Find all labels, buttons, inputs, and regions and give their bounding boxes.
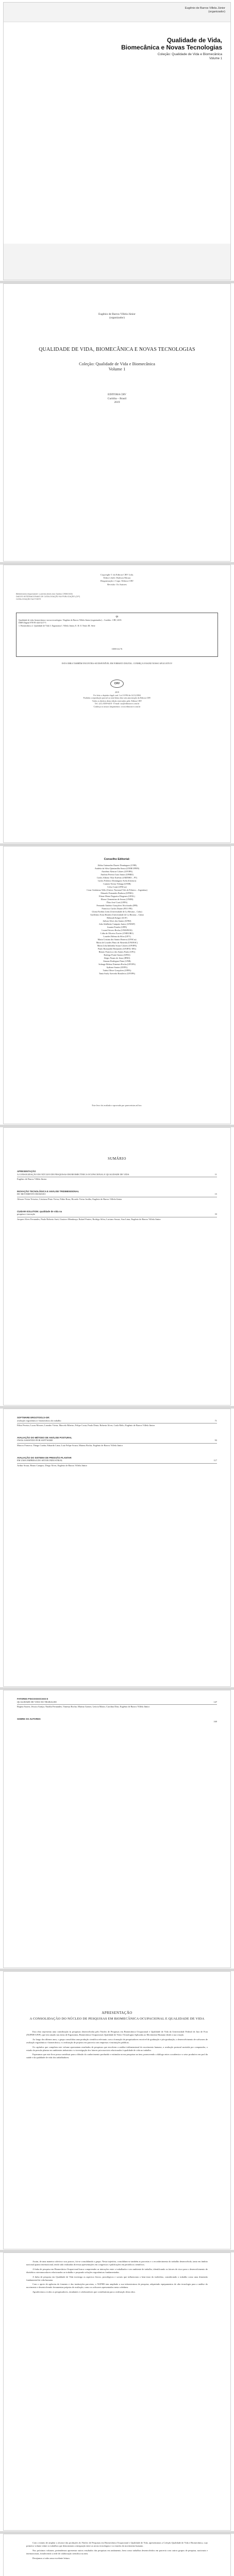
cip-entry: Qualidade de vida, biomecânica e novas tecnologias / Eugênio de Barros Villela Júnior (organizador) – Curitiba : CRV, 2019.	[19, 619, 122, 622]
summary-entry-title: DO MOVIMENTO HUMANO	[17, 1193, 46, 1196]
summary-entry-title: EM UMA EMPRESA DO SETOR INDUSTRIAL	[17, 1459, 63, 1462]
cover-title-line-1: Qualidade de Vida,	[166, 37, 222, 44]
body-paragraph: A linha de pesquisa em Qualidade de Vida investiga os aspectos físicos, psicológicos e sociais que influenciam o bem-estar do indivíduo, considerando o trabalho como uma dimensão fundamental da vida humana.	[26, 2275, 208, 2281]
body-paragraph: Esta obra representa uma contribuição às pesquisas desenvolvidas pelo Núcleo de Pesquisas em Biomecânica Ocupacional e Qualidade de Vida da Universidade Federal de Juiz de Fora (NUPEB-UFJF), que tem atuado nas áreas de Ergonomia, Biomecânica Ocupacional, Qualidade de Vida e Tecnologias Aplicadas ao Movimento Humano desde a sua criação.	[26, 2030, 208, 2036]
publisher-block	[4, 393, 230, 405]
summary-page-number: 147	[213, 1700, 217, 1703]
presentation-page	[3, 1971, 231, 2249]
board-member: Paulo Romualdo Hernandes (UNIFAL-MG)	[97, 947, 136, 950]
summary-entry-title: avaliação ergonômica e biomecânica do trabalho	[17, 1419, 61, 1422]
board-member: Helmuth Krüger (UCP)	[107, 917, 127, 919]
summary-chapter-label: CUIDAR-SOLUTION: qualidade de vida na	[17, 1210, 62, 1213]
summary-page-number: 33	[214, 1213, 217, 1216]
summary-entry-line	[17, 1193, 217, 1196]
board-member: Carlos Alberto Vilar Estêvão (UMINHO – PT)	[96, 876, 138, 879]
body-paragraph: Agradecemos a todos os pesquisadores, estudantes e colaboradores que contribuíram para a realização desta obra.	[32, 2291, 136, 2294]
summary-entry-authors: Fábio Pereira; Lucas Moraes; Leandro Vieira; Marcelo Ribeiro; Felipe Costa; Paulo Diniz; Roberta Alves; Carla Melo; Eugênio de Barros Villela Júnior	[17, 1423, 217, 1427]
digital-edition-notice: ESTA OBRA TAMBÉM ENCONTRA-SE DISPONÍVEL EM FORMATO DIGITAL. CONHEÇA E BAIXE NOSSO APLICATIVO!	[61, 662, 173, 665]
summary-page-number: 15	[214, 1193, 217, 1196]
catalog-heading: CATALOGAÇÃO NA FONTE	[16, 598, 41, 600]
board-member: Elizeu Clementino de Souza (UNEB)	[101, 898, 133, 901]
peer-review-note: Este livro foi avaliado e aprovado por pareceristas ad hoc.	[92, 1104, 142, 1107]
summary-entries	[17, 1416, 217, 1476]
board-member: Lourdes Helena da Silva (UFV)	[103, 935, 131, 938]
publisher-logo: CRV	[110, 680, 124, 688]
board-member: Sérgio Nunes de Jesus (IFRO)	[104, 957, 130, 959]
presentation-body	[26, 2260, 208, 2295]
board-member: Fernando Antônio Gonçalves Alcoforado (IPB)	[96, 904, 138, 907]
publisher-name: EDITORA CRV	[108, 393, 126, 396]
summary-entry-title: A CONSOLIDAÇÃO DO NÚCLEO DE PESQUISAS EM BIOMECÂNICA OCUPACIONAL E QUALIDADE DE VIDA	[17, 1173, 129, 1176]
collection-block	[19, 361, 215, 371]
body-paragraph: A linha de pesquisa em Biomecânica Ocupacional busca compreender as interações entre o trabalhador e seu ambiente de trabalho, identificando os fatores de risco para o desenvolvimento de distúrbios osteomusculares relacionados ao trabalho e propondo soluções ergonômicas fundamentadas.	[26, 2267, 208, 2274]
board-member: Eduardo Fernandes Barbosa (UFMG)	[101, 892, 133, 894]
summary-entry-line	[17, 1213, 217, 1216]
summary-entry[interactable]	[17, 1718, 217, 1721]
summary-entry-line	[17, 1419, 217, 1422]
cip-code: Q1	[115, 615, 119, 618]
summary-title: SUMÁRIO	[108, 1157, 126, 1161]
board-member: Anselmo Alencar Colares (UFOPA)	[101, 870, 133, 873]
board-member: Cesar Gerônimo Tello (Univer. Nacional Três de Febrero – Argentina)	[87, 889, 147, 891]
summary-entry-authors: Alisson Vieira Teixeira; Cristiano Pinto Vieira; Fábio Rosa; Ricardo Vieira Jordão; Eugênio de Barros Villela Júnior	[17, 1197, 217, 1201]
cover-author-name: Eugênio de Barros Villela Júnior	[185, 7, 225, 10]
body-paragraph: Nos próximos volumes, pretendemos apresentar outros resultados das pesquisas em andamento, bem como trabalhos desenvolvidos em parceria com outros grupos de pesquisa, nacionais e internacionais, fortalecendo a rede de colaboração científica na área.	[26, 2549, 208, 2555]
summary-page-1	[3, 1127, 231, 1405]
board-member: Leonel Severo Rocha (UNISINOS)	[102, 929, 132, 931]
board-member: Sydione Santos (UEPG)	[106, 966, 128, 969]
publisher-address	[4, 691, 230, 708]
summary-entry-line	[17, 1439, 217, 1442]
board-member: Guillermo Arias Beatón (Universidade de La Havana – Cuba)	[90, 913, 144, 916]
cataloging-team	[16, 593, 80, 601]
board-member: Lídia de Oliveira Xavier (UNIEURO)	[101, 932, 133, 935]
body-paragraph: Os capítulos que compõem este volume apresentam resultados de pesquisas que envolvem a análise tridimensional do movimento humano, a avaliação postural assistida por computador, o estudo da pressão plantar em ambientes industriais e a investigação dos fatores psicossociais relacionados à qualidade de vida no trabalho.	[26, 2045, 208, 2052]
body-paragraph: Com o apoio de agências de fomento e das instituições parceiras, o NUPEB tem ampliado a sua infraestrutura de pesquisa, adquirindo equipamentos de alta tecnologia para a análise do movimento e desenvolvendo ferramentas próprias de avaliação, como os softwares apresentados nesta coletânea.	[26, 2283, 208, 2289]
summary-page-number: 93	[214, 1439, 217, 1442]
cover-authors	[185, 7, 225, 14]
board-member: Carlos Federico Dominguez Avila (Unieuro)	[97, 879, 137, 882]
summary-chapter-label: SOFTWARE ERGOTOOLS-GR:	[17, 1416, 50, 1419]
summary-entry-authors: Regina Soares; Jéssica Araújo; Natália Fernandes; Vanessa Rocha; Marina Gomes; Leticia Matos; Carolina Dias; Eugênio de Barros Villela Júnior	[17, 1704, 217, 1708]
board-member: Francisco Carlos Duarte (PUC-PR)	[102, 907, 132, 910]
summary-entry[interactable]	[17, 1170, 217, 1181]
address-line: Proibida a reprodução parcial ou total desta obra sem autorização da Editora CRV	[83, 697, 151, 699]
cover-page	[3, 2, 231, 280]
board-member: Celso Conti (UFSCar)	[107, 886, 127, 888]
copyright-line: Editor-chefe: Railson Moura	[103, 577, 131, 580]
board-member: Maria Cristina dos Santos Bezerra (UFSCar)	[97, 938, 137, 941]
address-line: 2019	[115, 691, 119, 693]
board-member: Elione Maria Nogueira Diogenes (UFAL)	[99, 895, 135, 897]
summary-page-2	[3, 1409, 231, 1687]
presentation-page-3	[3, 2534, 231, 2576]
publisher-city: Curitiba – Brasil	[107, 397, 127, 400]
summary-entry-line	[17, 1701, 217, 1704]
summary-page-number: 71	[214, 1419, 217, 1422]
summary-entry[interactable]	[17, 1698, 217, 1708]
presentation-subtitle: A CONSOLIDAÇÃO DO NÚCLEO DE PESQUISAS EM BIOMECÂNICA OCUPACIONAL E QUALIDADE DE VIDA	[29, 2017, 205, 2021]
librarian-line: Bibliotecária responsável: Luzenira Alves dos Santos CRB9/1506	[16, 593, 73, 595]
copyright-line: Diagramação e Capa: Editora CRV	[100, 580, 134, 583]
presentation-body	[26, 2030, 208, 2061]
board-member: Maria Lília Imbiriba Sousa Colares (UFOPA)	[97, 944, 137, 947]
board-member: Gloria Fariñas León (Universidade de La Havana – Cuba)	[92, 910, 142, 913]
summary-entry[interactable]	[17, 1436, 217, 1447]
summary-chapter-label: SOBRE OS AUTORES	[17, 1717, 41, 1720]
cdd-code: CDD 612.76	[111, 647, 123, 650]
summary-chapter-label: APRESENTAÇÃO	[17, 1170, 36, 1173]
summary-page-number: 117	[213, 1459, 217, 1462]
summary-entry-title: OWAS ASSISTIDO POR SOFTWARE	[17, 1439, 53, 1442]
board-member: Élsio José Corá (UFFS)	[107, 901, 127, 904]
address-line: Todos os direitos desta edição reservados pela: Editora CRV	[92, 699, 142, 702]
board-member: João Adalberto Campato Junior (UNESP)	[98, 923, 136, 925]
board-member: Josania Portela (UFPI)	[107, 926, 127, 928]
summary-entry-line	[17, 1459, 217, 1462]
board-member: Tania Suely Azevedo Brasileiro (UFOPA)	[98, 972, 136, 975]
board-member: Jailson Alves dos Santos (UFRJ)	[103, 920, 131, 922]
summary-chapter-label: INOVAÇÃO TECNOLÓGICA E ANÁLISE TRIDIMENSIONAL	[17, 1190, 79, 1193]
cover-footer-band	[4, 244, 230, 280]
title-page-author	[4, 313, 230, 320]
summary-entry-line	[17, 1173, 217, 1176]
board-member: Carmen Tereza Velanga (UNIR)	[103, 883, 131, 885]
board-member: Simone Rodrigues Pinto (UNB)	[103, 960, 131, 962]
presentation-body	[26, 2541, 208, 2562]
summary-page-number: 169	[213, 1720, 217, 1723]
address-line: Tel.: (41) 3039-6418 - E-mail: sac@editoracrv.com.br	[94, 702, 140, 705]
copyright-line: Copyright © da Editora CRV Ltda.	[100, 573, 134, 576]
publication-year: 2019	[114, 401, 120, 404]
cover-title-line-2: Biomecânica e Novas Tecnologias	[121, 44, 222, 51]
summary-chapter-label: AVALIAÇÃO DO MÉTODO DE ANÁLISE POSTURAL	[17, 1436, 72, 1439]
volume-label: Volume 1	[108, 366, 126, 371]
cover-subtitle: Coleção: Qualidade de Vida e Biomecânica	[157, 53, 222, 56]
body-paragraph: Ao longo dos últimos anos, o grupo consolidou uma produção científica relevante, com a formação de pesquisadores em nível de graduação e pós-graduação, o desenvolvimento de softwares de avaliação ergonômica e biomecânica, e a realização de projetos em parceria com empresas e instituições públicas.	[26, 2038, 208, 2044]
board-member: Renato Francisco dos Santos Paula (UFG)	[98, 951, 136, 953]
summary-page-3	[3, 1690, 231, 1968]
summary-entry-title: QUALIDADE DE VIDA NO TRABALHO	[17, 1700, 57, 1703]
summary-entry[interactable]	[17, 1416, 217, 1427]
presentation-page-2	[3, 2252, 231, 2531]
summary-entry[interactable]	[17, 1190, 217, 1201]
presentation-heading: APRESENTAÇÃO	[102, 2011, 132, 2015]
address-line: Conheça os nossos lançamentos: www.editoracrv.com.br	[93, 705, 141, 708]
board-member: Tadeu Oliver Gonçalves (UFPA)	[103, 969, 131, 972]
body-paragraph: Com o intuito de ampliar o alcance das produções do Núcleo de Pesquisas em Biomecânica Ocupacional e Qualidade de Vida, apresentamos a Coleção Qualidade de Vida e Biomecânica, cujo primeiro volume reúne os trabalhos que demonstram a integração entre as novas tecnologias e os estudos do movimento humano.	[26, 2541, 208, 2547]
book-title: QUALIDADE DE VIDA, BIOMECÂNICA E NOVAS TECNOLOGIAS	[39, 347, 195, 352]
summary-page-number: 11	[214, 1173, 217, 1176]
body-paragraph: Esperamos que este livro possa contribuir para a difusão do conhecimento produzido e estimular novas pesquisas na área, promovendo o diálogo entre a academia e o setor produtivo em prol da saúde e da qualidade de vida dos trabalhadores.	[26, 2053, 208, 2059]
cip-keywords: 1. Biomecânica 2. Qualidade de Vida 3. Ergonomia I. Villela Júnior, E. B. II. Título III. Série	[19, 624, 95, 627]
summary-entry-authors: Jacques Alves Fernandes; Paulo Roberto Sarti; Gustavo Mendonça; Rafael Pontes; Rodrigo Silva; Luciano Souza; Ana Lima; Eugênio de Barros Villela Júnior	[17, 1217, 217, 1221]
board-member: Maria de Lourdes Pinto de Almeida (UNOESC)	[96, 941, 138, 944]
cip-heading: DADOS INTERNACIONAIS DE CATALOGAÇÃO NA PUBLICAÇÃO (CIP)	[16, 596, 80, 598]
author-role: (organizador)	[109, 316, 125, 319]
title-page	[3, 283, 231, 562]
address-line: Foi feito o depósito legal conf. Lei 10.994 de 14/12/2004	[93, 693, 141, 697]
cover-header-band	[4, 3, 230, 22]
board-member: Solange Helena Ximenes-Rocha (UFOPA)	[98, 963, 136, 965]
cover-volume: Volume 1	[209, 57, 222, 60]
summary-entry-authors: Marcos Fonseca; Thiago Cunha; Eduardo Lima; Luiz Felipe Souza; Mateus Rocha; Eugênio de Barros Villela Júnior	[17, 1443, 217, 1447]
copyright-line: Revisão: Os Autores	[107, 583, 127, 586]
isbn: ISBN Digital 978-85-444-3217-5	[19, 621, 46, 624]
board-member: Antônio Pereira Gaio Júnior (UFRRJ)	[101, 873, 133, 876]
cover-title-block	[121, 37, 222, 61]
summary-entry[interactable]	[17, 1210, 217, 1221]
editorial-board-page	[3, 846, 231, 1124]
summary-entries	[17, 1170, 217, 1230]
summary-chapter-label: FATORES PSICOSSOCIAIS E	[17, 1698, 48, 1700]
board-member: Aldira Guimarães Duarte Domínguez (UNB)	[97, 864, 137, 867]
cover-author-role: (organizador)	[208, 10, 225, 13]
body-paragraph: Assim, de uma maneira coletiva e aos poucos, foi-se consolidando o grupo. Nesta trajetória, consolidam-se também as parcerias e o reconhecimento do trabalho desenvolvido, tanto em âmbito nacional quanto internacional, tendo sido realizadas diversas apresentações em congressos e publicações em periódicos científicos.	[26, 2260, 208, 2266]
summary-entries	[17, 1698, 217, 1730]
editorial-board-title: Conselho Editorial:	[104, 858, 130, 861]
board-member: Andréia da Silva Quintanilha Sousa (UNIR/UFRN)	[94, 867, 140, 870]
copyright-lines	[4, 573, 230, 586]
summary-entry-title: pesquisa e inovação	[17, 1213, 36, 1216]
summary-entry-authors: Eugênio de Barros Villela Júnior	[17, 1177, 217, 1181]
summary-entry-authors: Arthur Sousa; Bruno Campos; Diego Alves; Eugênio de Barros Villela Júnior	[17, 1463, 217, 1467]
editorial-board-list	[53, 864, 181, 975]
author-name: Eugênio de Barros Villela Júnior	[98, 313, 136, 316]
cip-box	[16, 613, 218, 657]
summary-entry[interactable]	[17, 1456, 217, 1467]
summary-chapter-label: AVALIAÇÃO DO SISTEMA DE PRESSÃO PLANTAR	[17, 1456, 72, 1459]
collection-name: Coleção: Qualidade de Vida e Biomecânica	[79, 361, 155, 366]
board-member: Rodrigo Pratte-Santos (UFES)	[104, 954, 130, 956]
copyright-page	[3, 565, 231, 843]
body-paragraph: Desejamos a todos uma excelente leitura.	[32, 2556, 70, 2560]
